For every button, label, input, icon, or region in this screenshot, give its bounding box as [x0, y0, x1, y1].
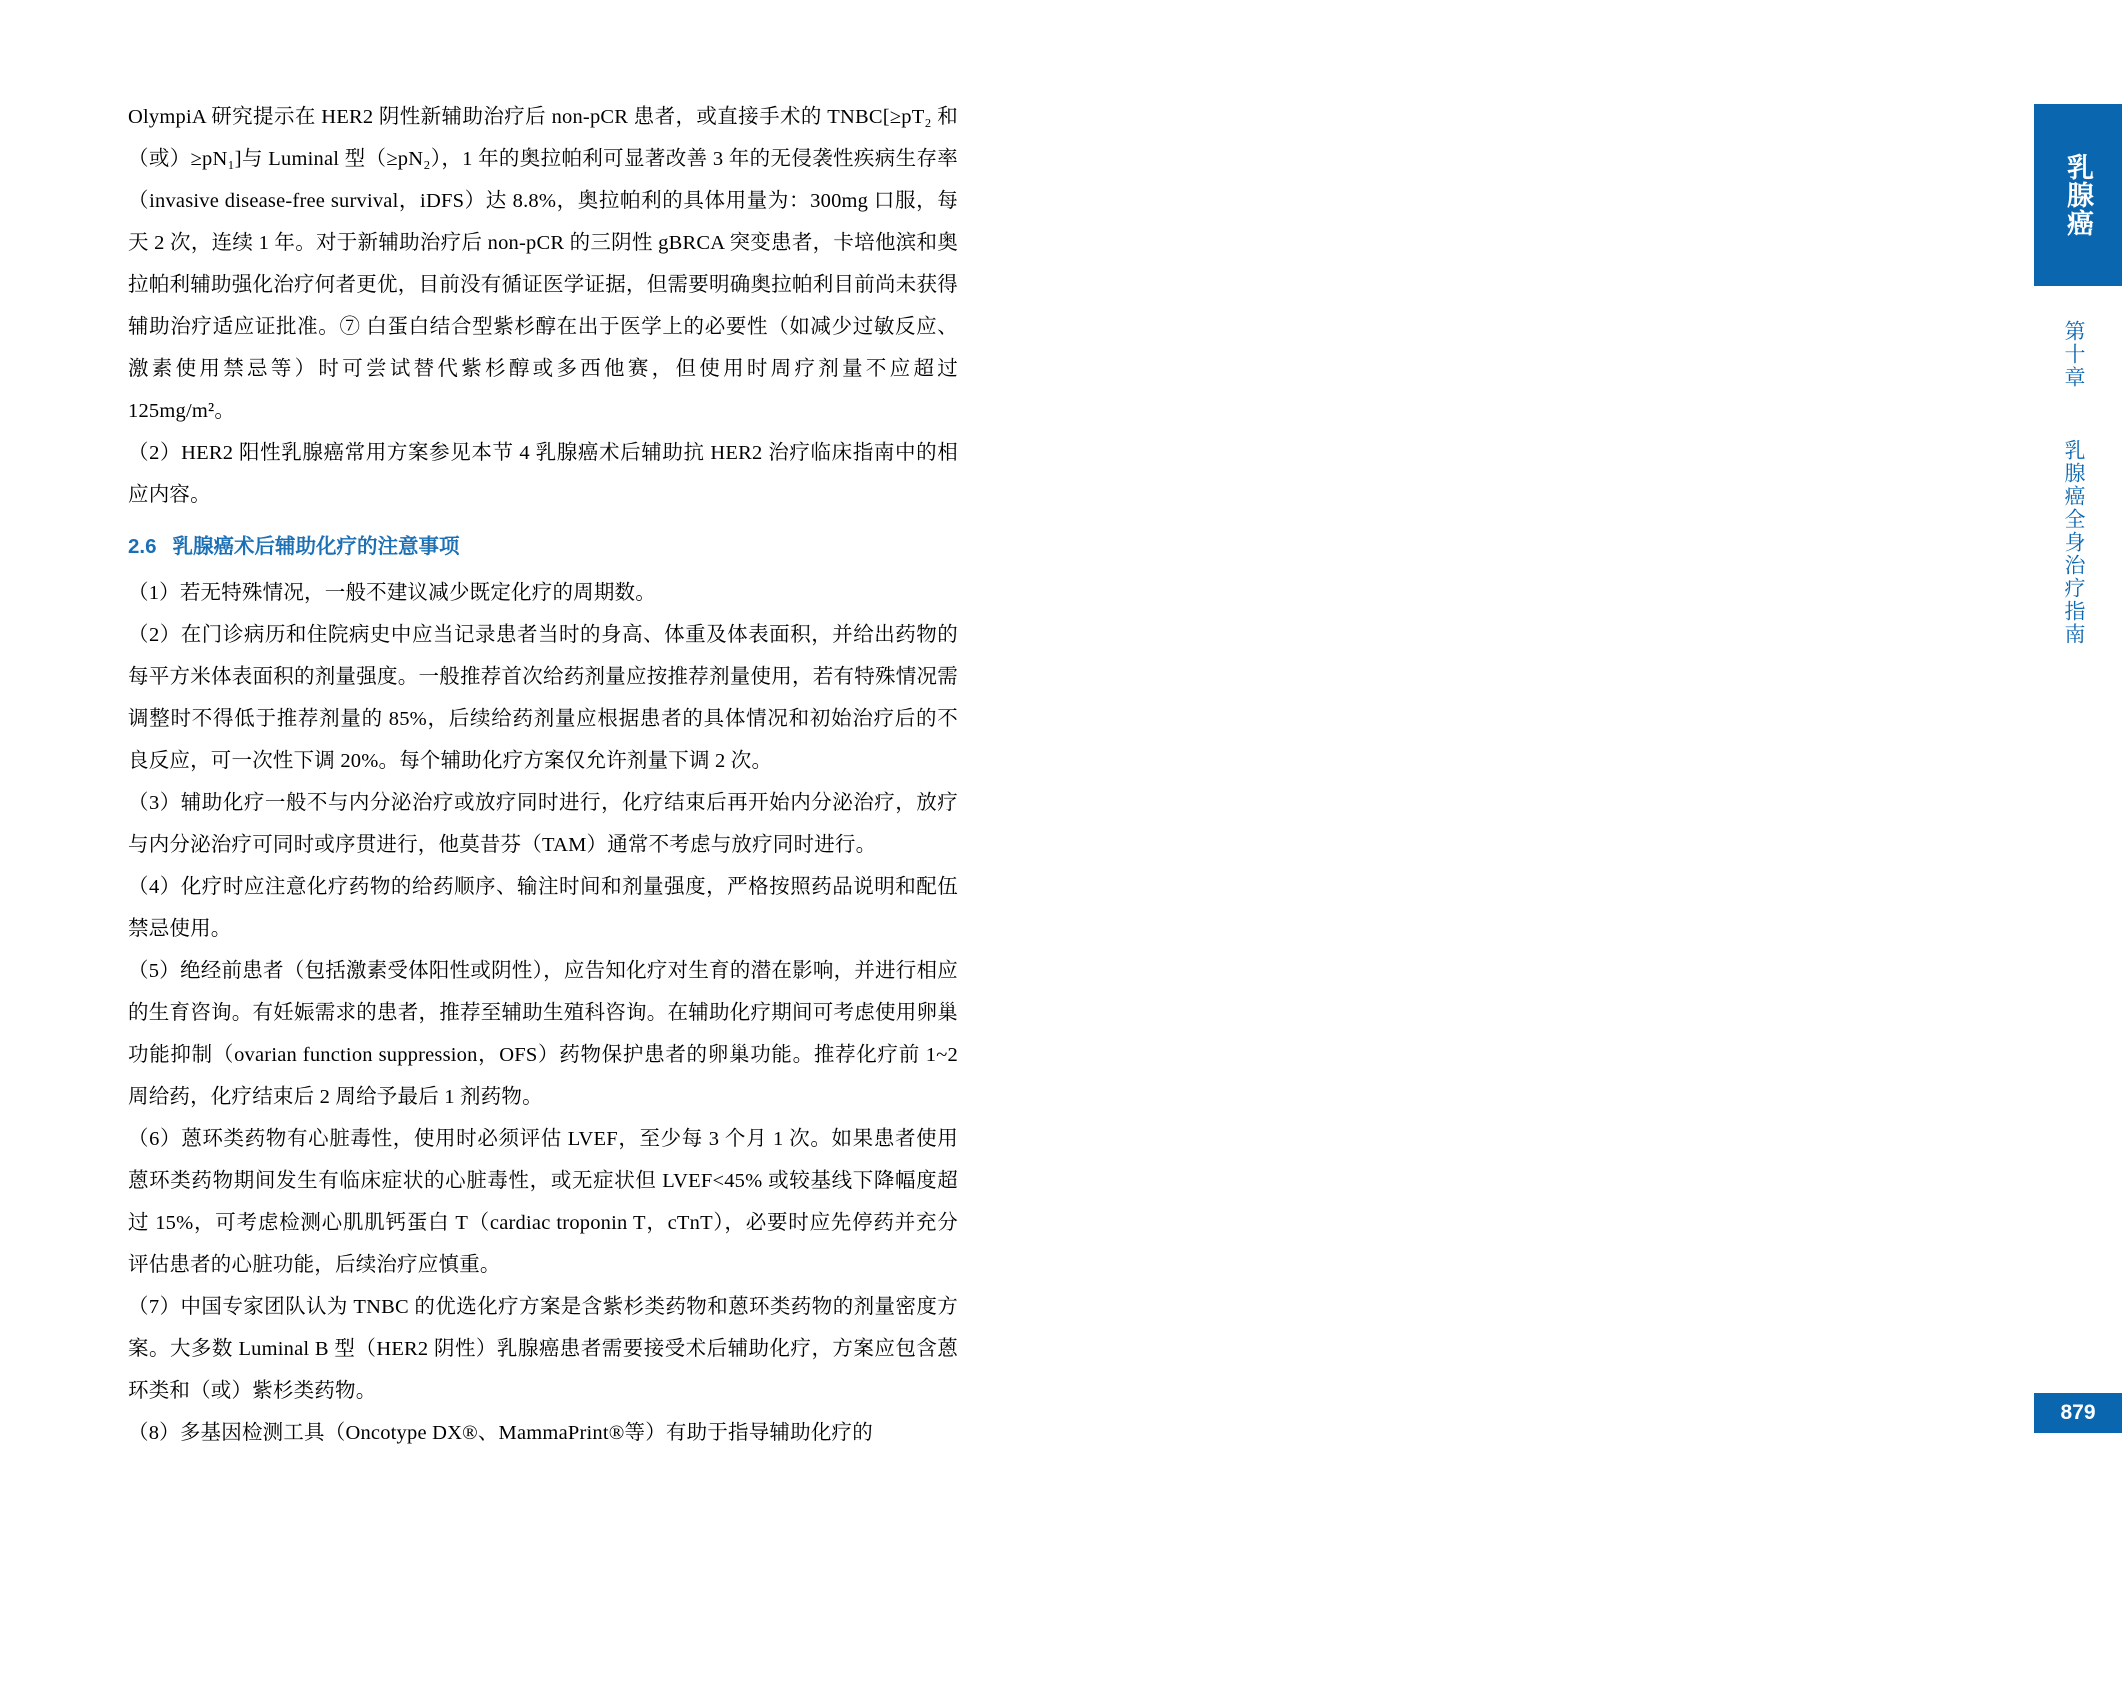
- list-item-8: （8）多基因检测工具（Oncotype DX®、MammaPrint®等）有助于指导辅助化疗的: [128, 1422, 873, 1444]
- section-title: 乳腺癌术后辅助化疗的注意事项: [172, 535, 460, 558]
- chapter-tab: [2034, 104, 2122, 286]
- list-item-5: （5）绝经前患者（包括激素受体阳性或阴性），应告知化疗对生育的潜在影响，并进行相应的生育咨询。有妊娠需求的患者，推荐至辅助生殖科咨询。在辅助化疗期间可考虑使用卵巢功能抑制（ovarian function suppression，OFS）药物保护患者的卵巢功能。推荐化疗前 1~2 周给药，化疗结束后 2 周给予最后 1 剂药物。: [128, 960, 958, 1108]
- body-text-column: [128, 96, 958, 1454]
- section-number: 2.6: [128, 535, 157, 558]
- list-item-6: （6）蒽环类药物有心脏毒性，使用时必须评估 LVEF，至少每 3 个月 1 次。如果患者使用蒽环类药物期间发生有临床症状的心脏毒性，或无症状但 LVEF<45% 或较基线下降幅度超过 15%，可考虑检测心肌肌钙蛋白 T（cardiac troponin T，cTnT），必要时应先停药并充分评估患者的心脏功能，后续治疗应慎重。: [128, 1128, 958, 1276]
- list-item-3: （3）辅助化疗一般不与内分泌治疗或放疗同时进行，化疗结束后再开始内分泌治疗，放疗与内分泌治疗可同时或序贯进行，他莫昔芬（TAM）通常不考虑与放疗同时进行。: [128, 792, 958, 856]
- paragraph-olympia: OlympiA 研究提示在 HER2 阴性新辅助治疗后 non-pCR 患者，或直接手术的 TNBC[≥pT₂ 和（或）≥pN₁]与 Luminal 型（≥pN₂），1 年的奥拉帕利可显著改善 3 年的无侵袭性疾病生存率（invasive disease-free survival，iDFS）达 8.8%，奥拉帕利的具体用量为：300mg 口服，每天 2 次，连续 1 年。对于新辅助治疗后 non-pCR 的三阴性 gBRCA 突变患者，卡培他滨和奥拉帕利辅助强化治疗何者更优，目前没有循证医学证据，但需要明确奥拉帕利目前尚未获得辅助治疗适应证批准。⑦ 白蛋白结合型紫杉醇在出于医学上的必要性（如减少过敏反应、激素使用禁忌等）时可尝试替代紫杉醇或多西他赛，但使用时周疗剂量不应超过 125mg/m²。: [128, 106, 958, 422]
- list-item-7: （7）中国专家团队认为 TNBC 的优选化疗方案是含紫杉类药物和蒽环类药物的剂量密度方案。大多数 Luminal B 型（HER2 阴性）乳腺癌患者需要接受术后辅助化疗，方案应包含蒽环类和（或）紫杉类药物。: [128, 1296, 958, 1402]
- list-item-4: （4）化疗时应注意化疗药物的给药顺序、输注时间和剂量强度，严格按照药品说明和配伍禁忌使用。: [128, 876, 958, 940]
- paragraph-her2-positive: （2）HER2 阳性乳腺癌常用方案参见本节 4 乳腺癌术后辅助抗 HER2 治疗临床指南中的相应内容。: [128, 442, 958, 506]
- side-column: [1010, 0, 2096, 1696]
- chapter-tab-label: 乳腺癌: [2063, 153, 2093, 237]
- list-item-2: （2）在门诊病历和住院病史中应当记录患者当时的身高、体重及体表面积，并给出药物的每平方米体表面积的剂量强度。一般推荐首次给药剂量应按推荐剂量使用，若有特殊情况需调整时不得低于推荐剂量的 85%，后续给药剂量应根据患者的具体情况和初始治疗后的不良反应，可一次性下调 20%。每个辅助化疗方案仅允许剂量下调 2 次。: [128, 624, 958, 772]
- section-heading: [128, 526, 958, 568]
- chapter-vertical-title: 第十章 乳腺癌全身治疗指南: [2062, 320, 2085, 646]
- page-number: 879: [2034, 1393, 2122, 1433]
- list-item-1: （1）若无特殊情况，一般不建议减少既定化疗的周期数。: [128, 582, 656, 604]
